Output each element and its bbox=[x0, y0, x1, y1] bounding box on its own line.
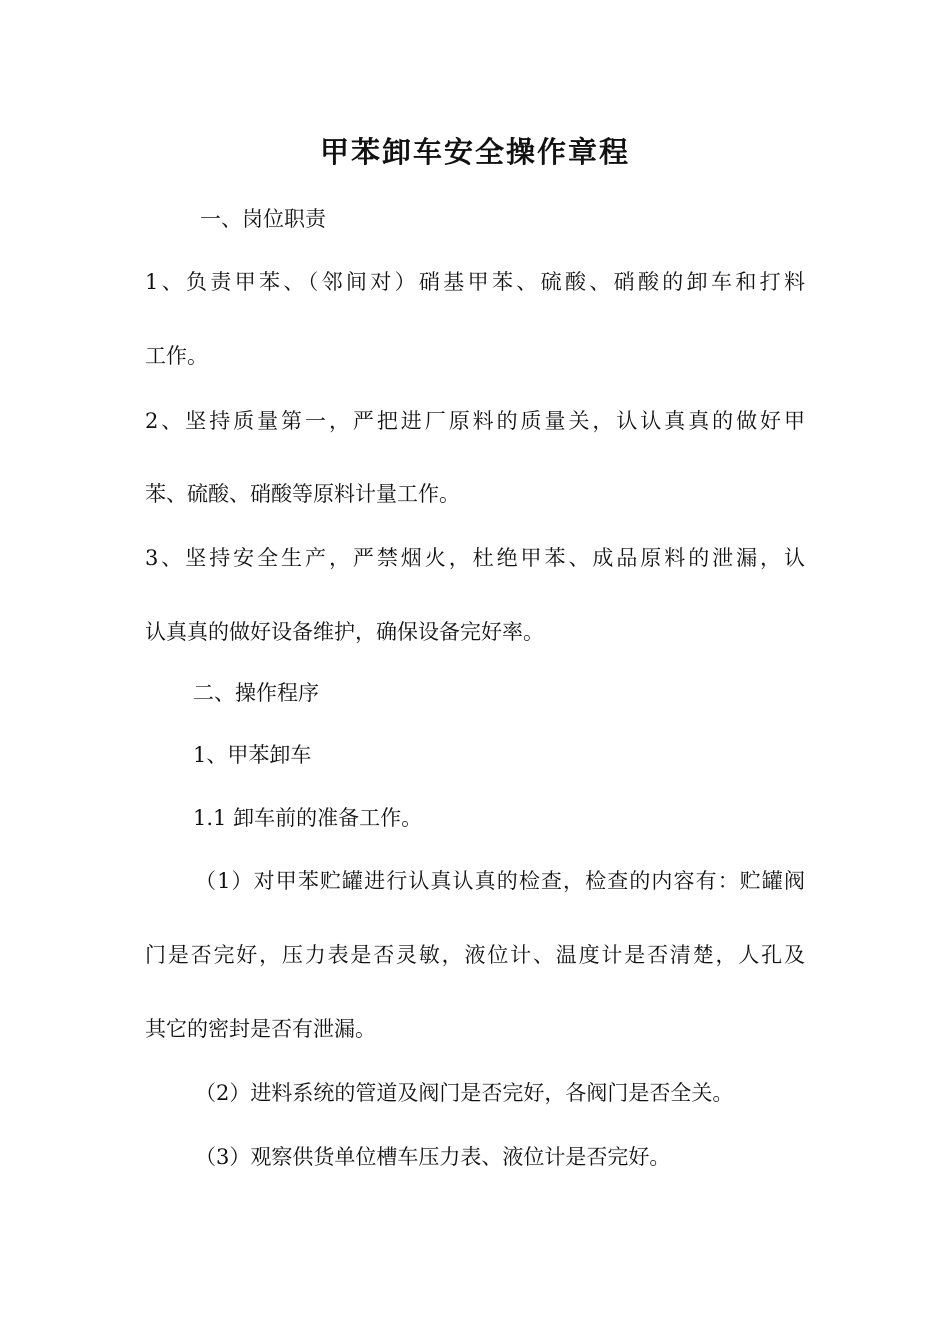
section-heading-procedure: 二、操作程序 bbox=[193, 681, 319, 705]
paragraph-line: 2、坚持质量第一，严把进厂原料的质量关，认认真真的做好甲 bbox=[145, 409, 805, 433]
paragraph-line: 其它的密封是否有泄漏。 bbox=[145, 1017, 376, 1041]
section-heading-duties: 一、岗位职责 bbox=[200, 207, 326, 231]
paragraph-line: 苯、硫酸、硝酸等原料计量工作。 bbox=[145, 482, 460, 506]
subsection-heading: 1.1 卸车前的准备工作。 bbox=[193, 806, 423, 830]
paragraph-line: 工作。 bbox=[145, 344, 208, 368]
paragraph-line: 1、负责甲苯、（邻间对）硝基甲苯、硫酸、硝酸的卸车和打料 bbox=[145, 270, 805, 294]
paragraph-line: （1）对甲苯贮罐进行认真认真的检查，检查的内容有：贮罐阀 bbox=[195, 869, 805, 893]
document-title: 甲苯卸车安全操作章程 bbox=[319, 135, 630, 169]
paragraph-line: 认真真的做好设备维护，确保设备完好率。 bbox=[145, 620, 544, 644]
paragraph-line: （2）进料系统的管道及阀门是否完好，各阀门是否全关。 bbox=[195, 1081, 734, 1105]
paragraph-line: 门是否完好，压力表是否灵敏，液位计、温度计是否清楚，人孔及 bbox=[145, 943, 805, 967]
paragraph-line: （3）观察供货单位槽车压力表、液位计是否完好。 bbox=[195, 1145, 671, 1169]
subsection-heading: 1、甲苯卸车 bbox=[193, 743, 312, 767]
paragraph-line: 3、坚持安全生产，严禁烟火，杜绝甲苯、成品原料的泄漏，认 bbox=[145, 546, 805, 570]
